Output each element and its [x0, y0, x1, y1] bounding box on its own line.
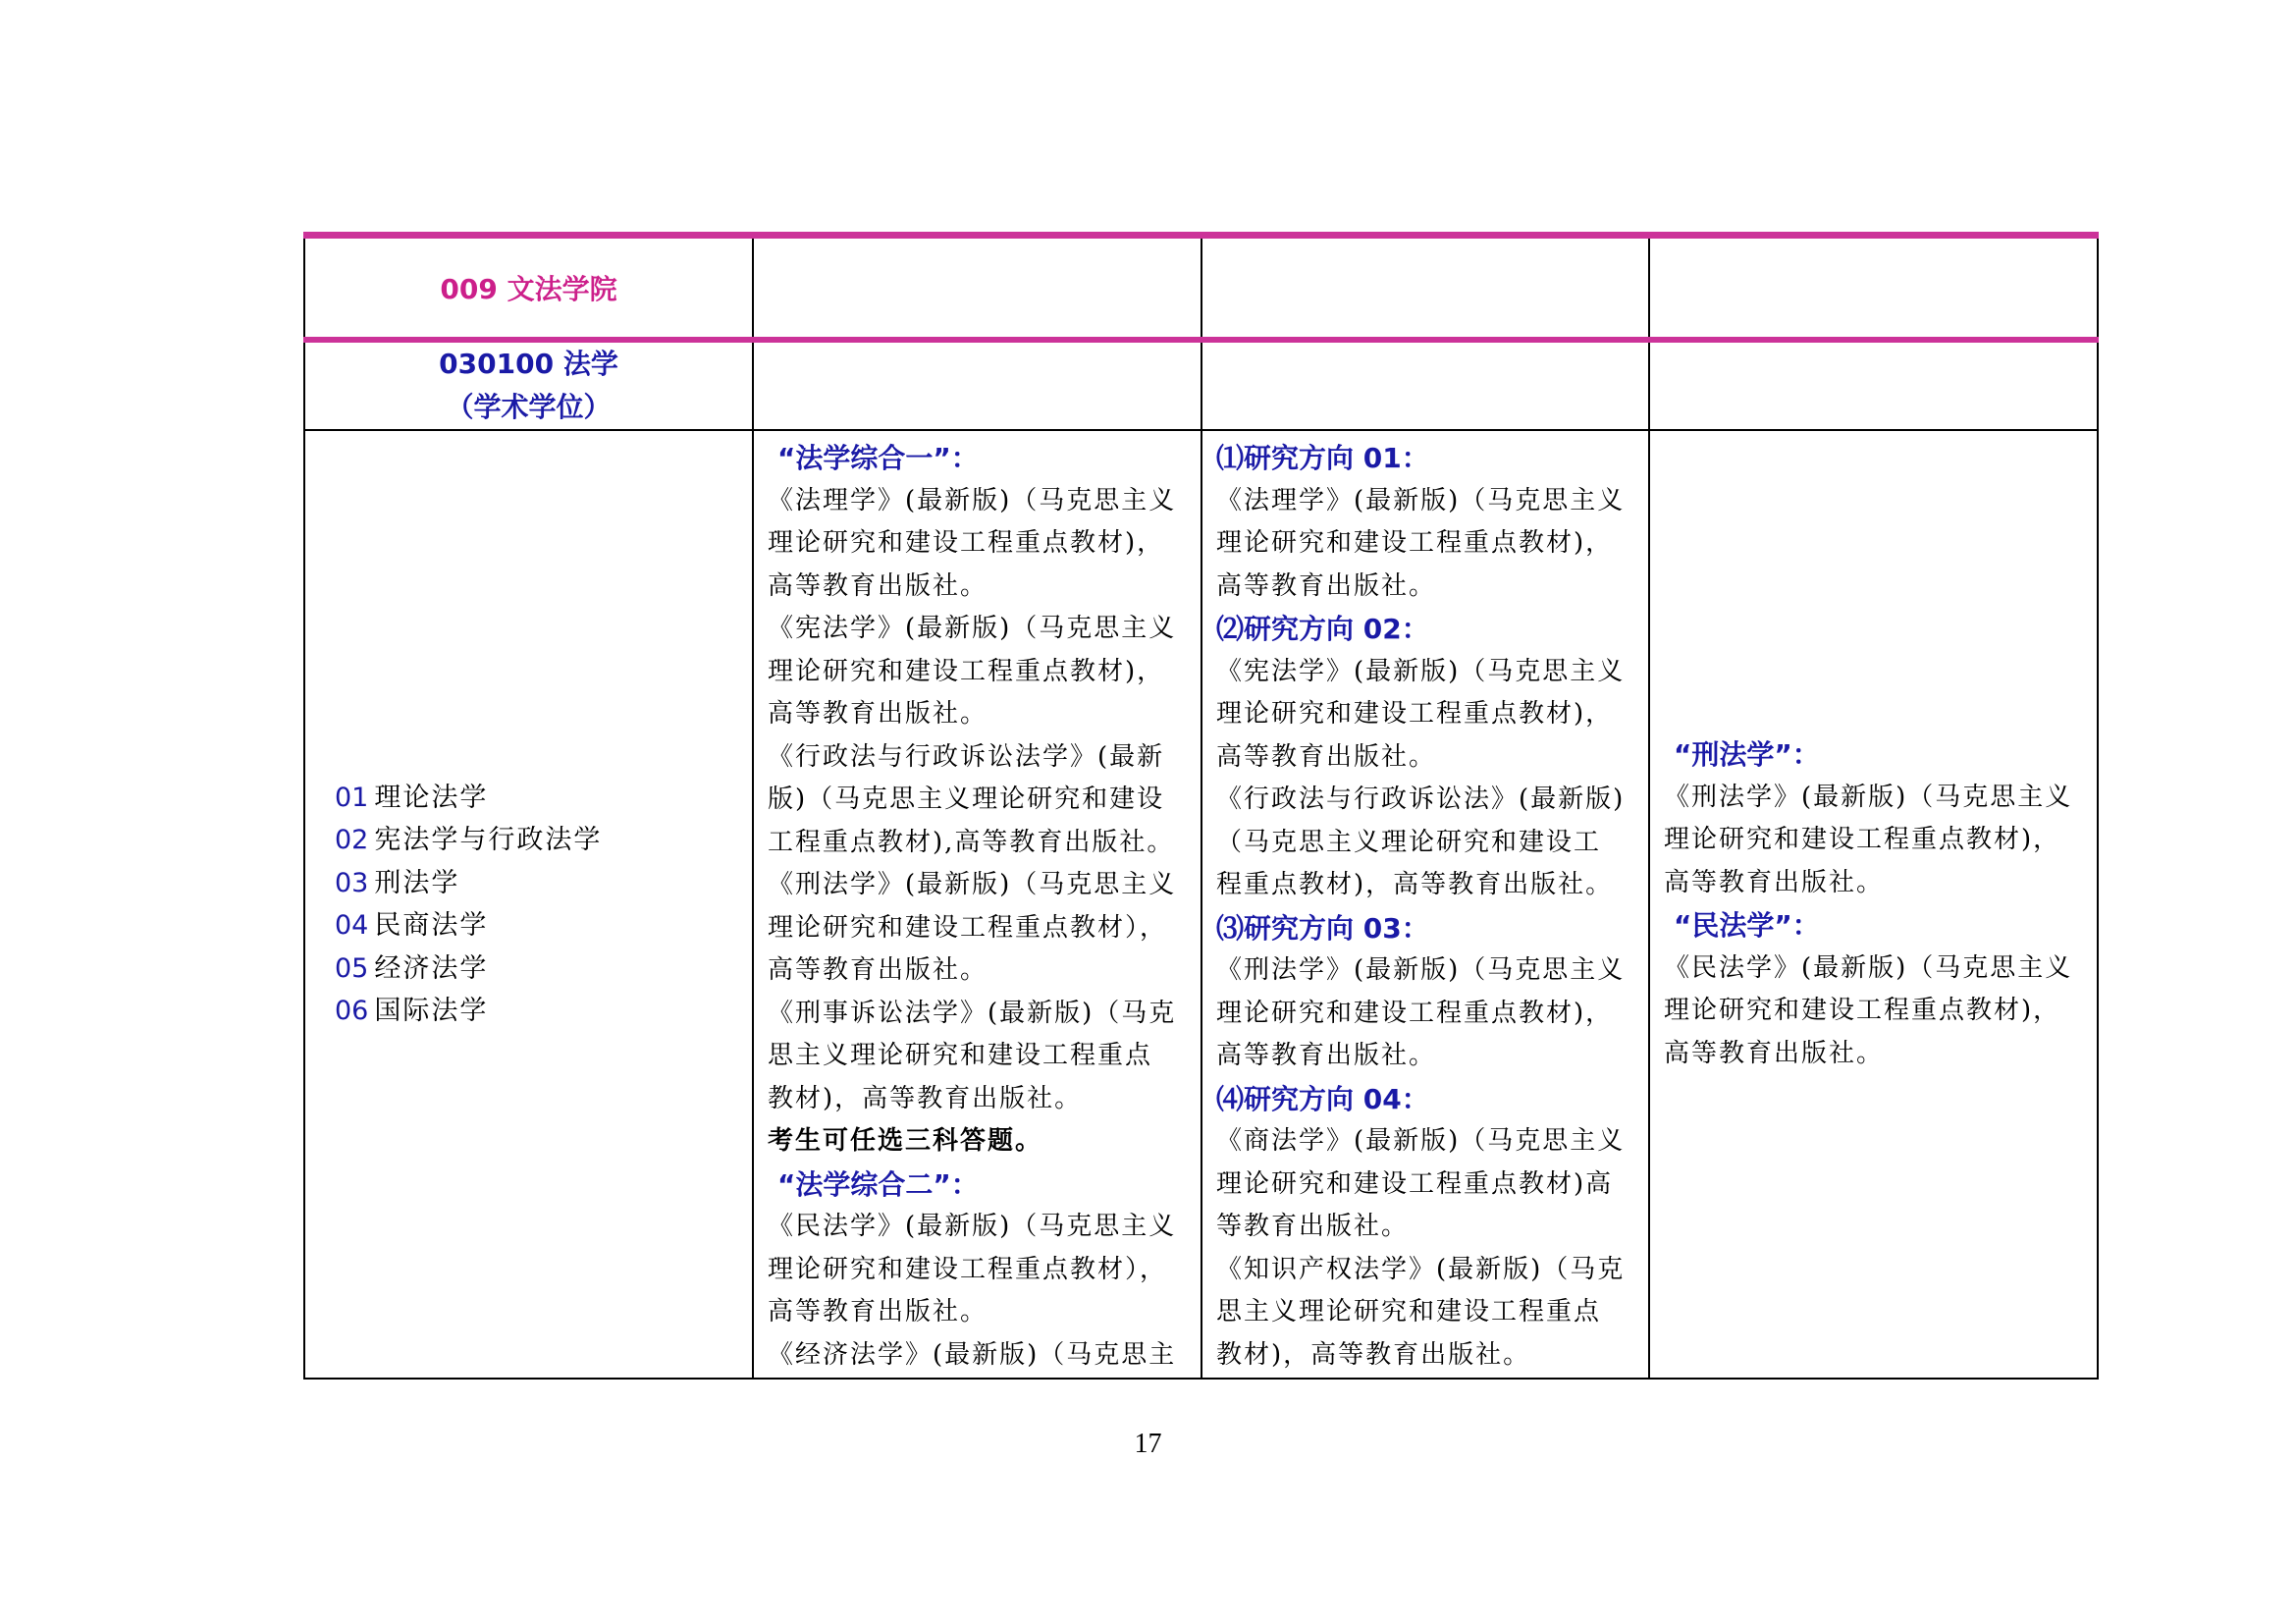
exam-line: 《法理学》(最新版)（马克思主义	[768, 485, 1177, 515]
direction-item	[335, 990, 752, 1033]
exam-line: 理论研究和建设工程重点教材），	[768, 1254, 1168, 1284]
exam-line: 理论研究和建设工程重点教材），	[768, 912, 1168, 943]
addon-line: 高等教育出版社。	[1664, 1038, 1885, 1068]
direction-name: 经济法学	[374, 952, 489, 984]
direction-code: 02	[335, 825, 369, 855]
retest-line: 高等教育出版社。	[1216, 1041, 1437, 1070]
exam-line: 《民法学》(最新版)（马克思主义	[768, 1212, 1177, 1241]
direction-name: 民商法学	[374, 910, 489, 941]
exam-line: 工程重点教材),高等教育出版社。	[768, 827, 1175, 857]
direction-name: 刑法学	[374, 867, 460, 898]
retest-line: 高等教育出版社。	[1216, 741, 1437, 772]
exam-note: 考生可任选三科答题。	[768, 1126, 1043, 1156]
retest-line: 《行政法与行政诉讼法》(最新版)	[1216, 785, 1626, 814]
retest-line: 《刑法学》(最新版)（马克思主义	[1216, 955, 1626, 985]
research-direction-list	[335, 777, 752, 1033]
exam-line: 理论研究和建设工程重点教材)，	[768, 656, 1165, 686]
page-number: 17	[1134, 1429, 1162, 1459]
direction-code: 06	[335, 996, 369, 1026]
retest-line: 理论研究和建设工程重点教材)，	[1216, 998, 1614, 1028]
direction-item	[335, 862, 752, 905]
exam-line: 《行政法与行政诉讼法学》(最新	[768, 741, 1165, 772]
major-empty-cell-2	[753, 340, 1201, 430]
exam-line: 《宪法学》(最新版)（马克思主义	[768, 614, 1177, 643]
exam-line: 教材)，高等教育出版社。	[768, 1083, 1083, 1113]
addon-line: 《刑法学》(最新版)（马克思主义	[1664, 782, 2073, 812]
direction-code: 01	[335, 782, 369, 813]
college-empty-cell-3	[1201, 236, 1649, 341]
exam-line: 《经济法学》(最新版)（马克思主	[768, 1339, 1177, 1370]
research-directions-cell	[304, 430, 753, 1379]
additional-test-cell	[1649, 430, 2098, 1379]
major-empty-cell-4	[1649, 340, 2098, 430]
direction-code: 05	[335, 952, 369, 984]
retest-line: 教材)，高等教育出版社。	[1216, 1339, 1531, 1370]
addon-line: 《民法学》(最新版)（马克思主义	[1664, 952, 2073, 983]
retest-heading-03: ⑶研究方向 03：	[1216, 911, 1429, 945]
retest-references-cell	[1201, 430, 1649, 1379]
exam-line: 高等教育出版社。	[768, 699, 988, 729]
exam-line: 高等教育出版社。	[768, 955, 988, 985]
exam-line: 《刑事诉讼法学》(最新版)（马克	[768, 998, 1177, 1028]
catalog-table	[303, 232, 2099, 1380]
retest-line: 理论研究和建设工程重点教材)高	[1216, 1168, 1614, 1199]
college-empty-cell-4	[1649, 236, 2098, 341]
retest-line: 思主义理论研究和建设工程重点	[1216, 1297, 1602, 1326]
addon-line: 高等教育出版社。	[1664, 867, 1885, 897]
exam-heading-2: “法学综合二”：	[777, 1167, 979, 1201]
college-empty-cell-2	[753, 236, 1201, 341]
exam-line: 思主义理论研究和建设工程重点	[768, 1041, 1153, 1070]
addon-line: 理论研究和建设工程重点教材)，	[1664, 996, 2061, 1025]
retest-line: 《知识产权法学》(最新版)（马克	[1216, 1254, 1626, 1284]
addon-heading-1: “刑法学”：	[1674, 738, 1820, 771]
retest-heading-01: ⑴研究方向 01：	[1216, 442, 1429, 474]
exam-references-cell	[753, 430, 1201, 1379]
major-row	[304, 340, 2098, 430]
direction-item	[335, 904, 752, 947]
retest-line: 等教育出版社。	[1216, 1212, 1410, 1241]
college-name: 009 文法学院	[304, 236, 753, 341]
exam-line: 《刑法学》(最新版)（马克思主义	[768, 870, 1177, 899]
direction-item	[335, 947, 752, 991]
direction-item	[335, 819, 752, 862]
exam-heading-1: “法学综合一”：	[777, 442, 979, 474]
exam-line: 理论研究和建设工程重点教材)，	[768, 528, 1165, 558]
exam-line: 高等教育出版社。	[768, 570, 988, 601]
major-degree-type: （学术学位）	[446, 391, 612, 423]
major-cell	[304, 340, 753, 430]
retest-line: 理论研究和建设工程重点教材)，	[1216, 528, 1614, 558]
direction-name: 国际法学	[374, 996, 489, 1026]
retest-line: 《法理学》(最新版)（马克思主义	[1216, 485, 1626, 515]
exam-line: 高等教育出版社。	[768, 1297, 988, 1326]
direction-item	[335, 777, 752, 820]
addon-heading-2: “民法学”：	[1674, 909, 1820, 942]
retest-line: 理论研究和建设工程重点教材)，	[1216, 699, 1614, 729]
direction-name: 理论法学	[374, 782, 489, 813]
retest-heading-02: ⑵研究方向 02：	[1216, 613, 1429, 645]
direction-name: 宪法学与行政法学	[374, 825, 603, 855]
exam-line: 版)（马克思主义理论研究和建设	[768, 785, 1165, 814]
detail-row	[304, 430, 2098, 1379]
retest-line: 《宪法学》(最新版)（马克思主义	[1216, 656, 1626, 686]
major-code-name: 030100 法学	[439, 348, 618, 380]
direction-code: 03	[335, 867, 369, 898]
major-empty-cell-3	[1201, 340, 1649, 430]
college-row	[304, 236, 2098, 341]
direction-code: 04	[335, 910, 369, 941]
addon-line: 理论研究和建设工程重点教材)，	[1664, 825, 2061, 854]
retest-line: 程重点教材)，高等教育出版社。	[1216, 870, 1614, 899]
retest-heading-04: ⑷研究方向 04：	[1216, 1082, 1429, 1115]
retest-line: （马克思主义理论研究和建设工	[1216, 827, 1602, 857]
retest-line: 《商法学》(最新版)（马克思主义	[1216, 1126, 1626, 1156]
retest-line: 高等教育出版社。	[1216, 570, 1437, 601]
